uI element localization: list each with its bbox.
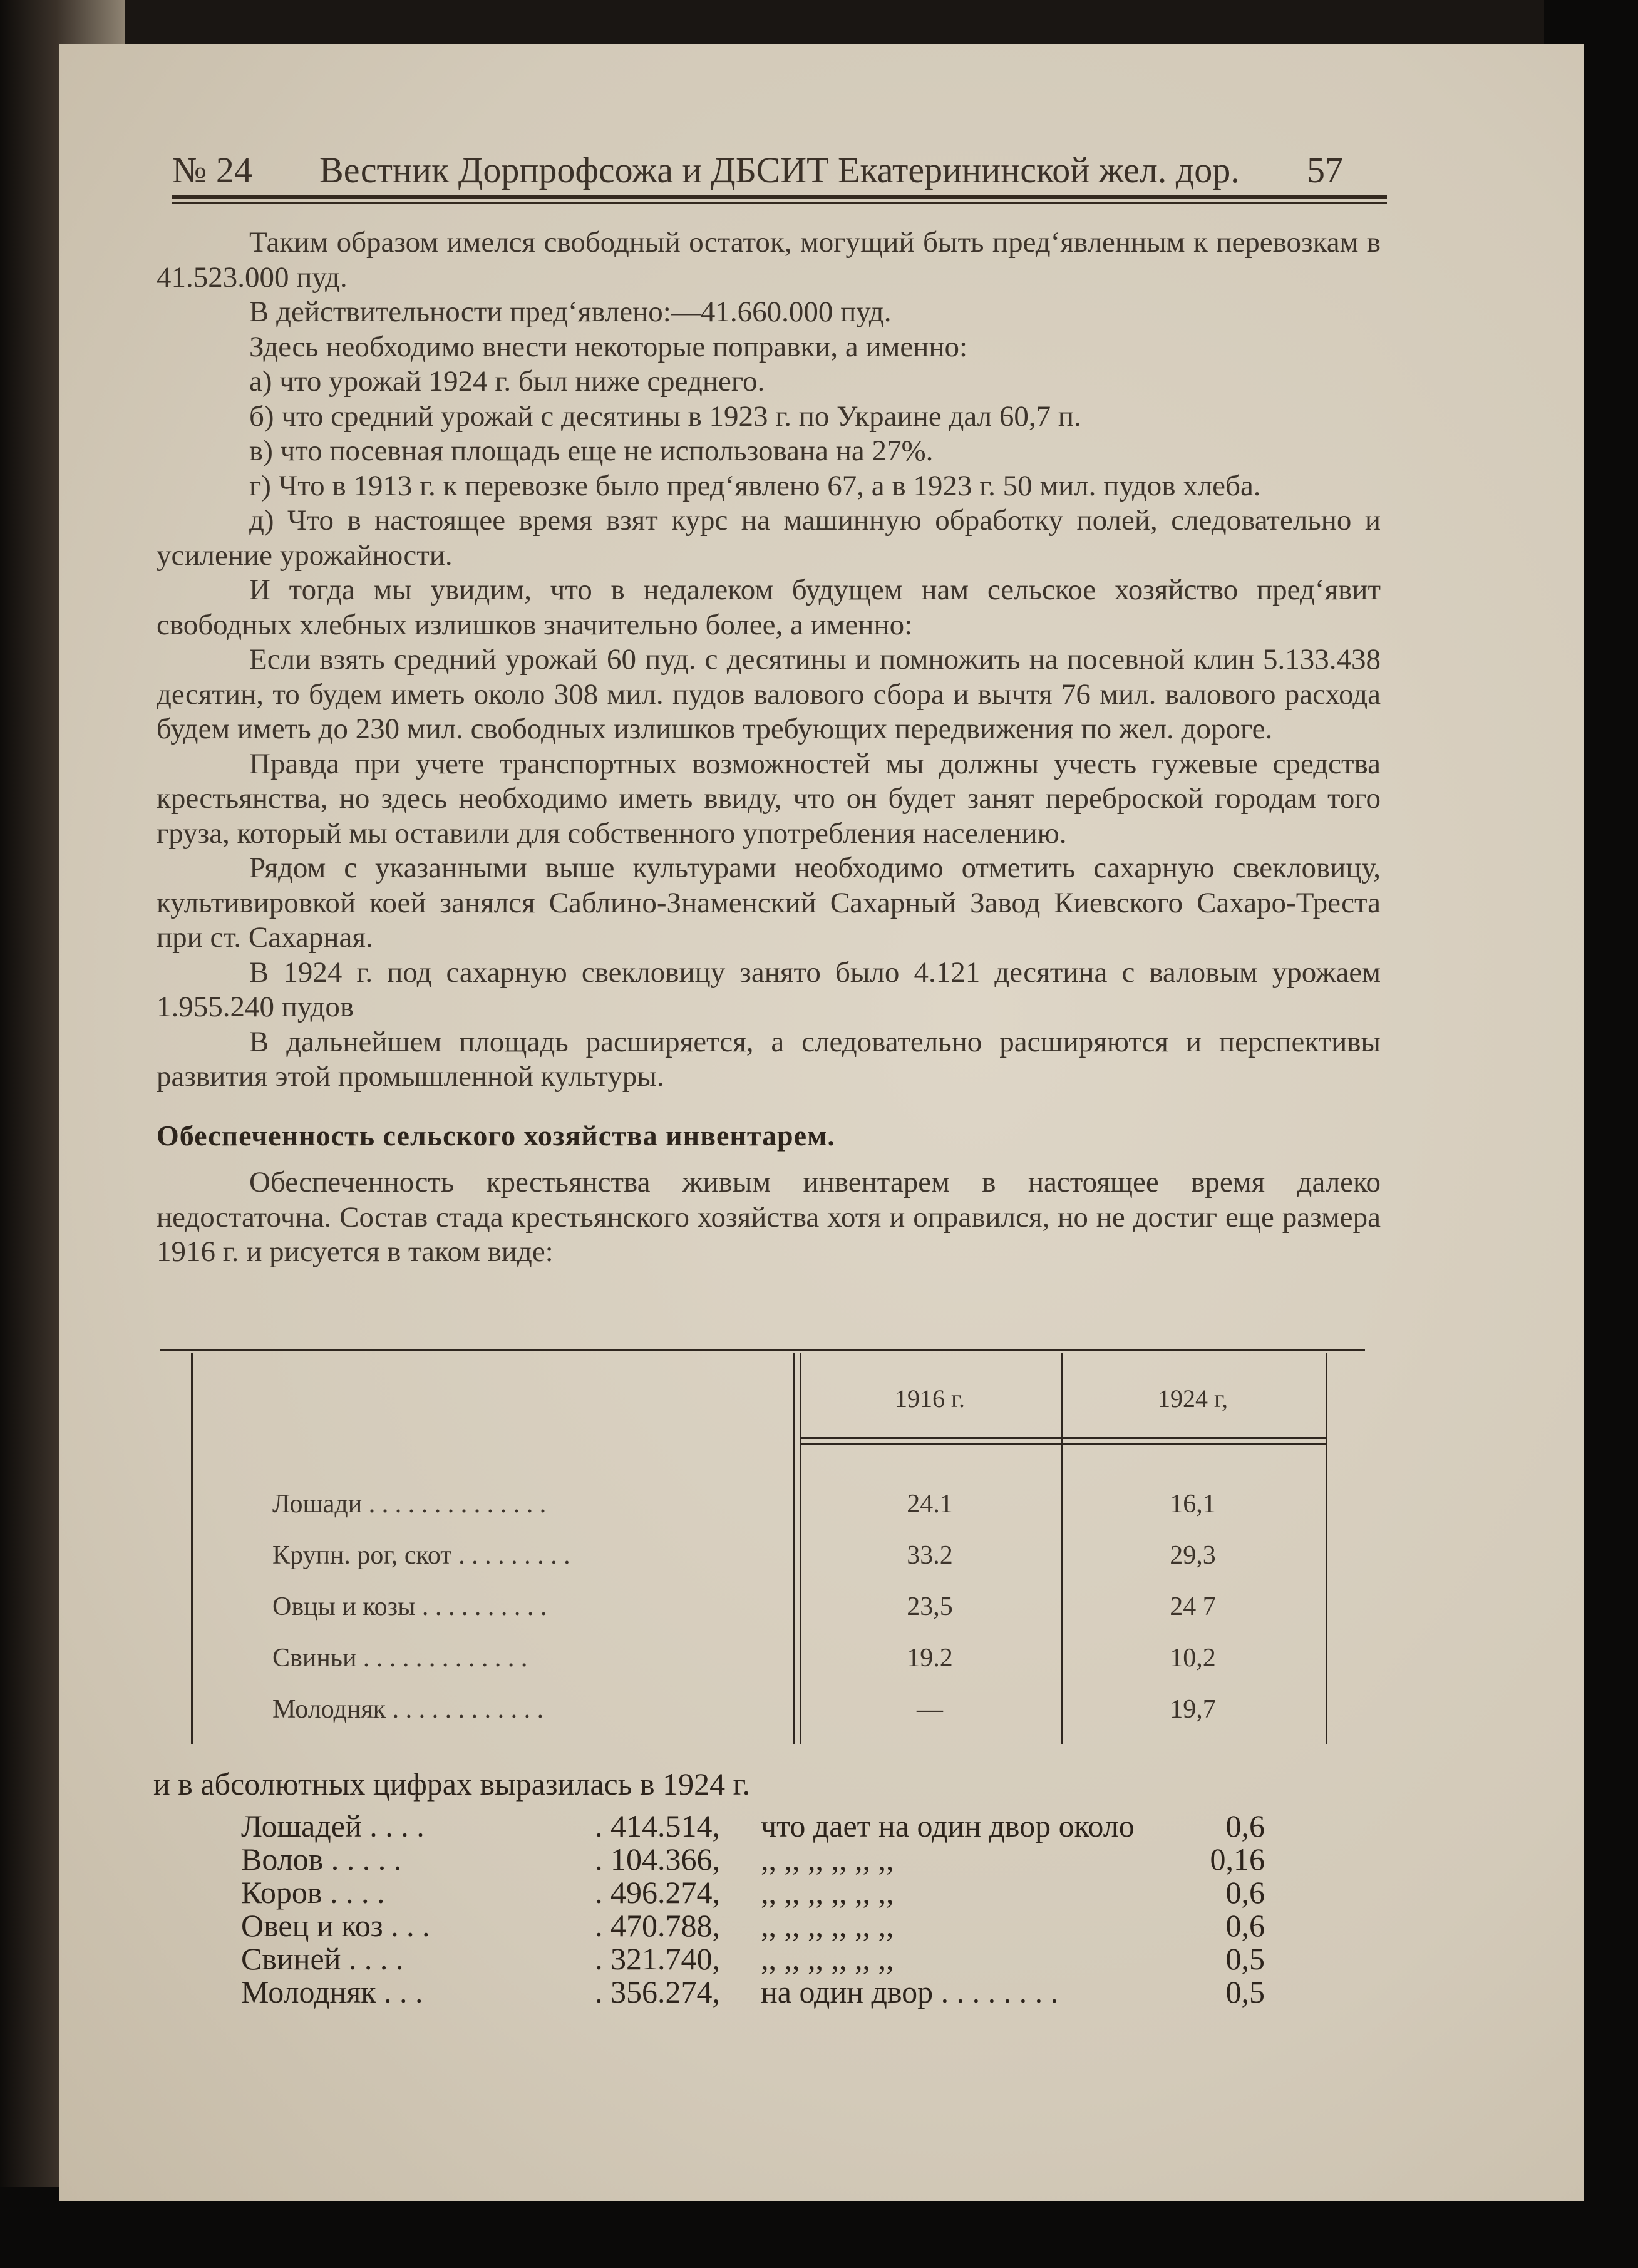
paragraph: д) Что в настоящее время взят курс на машинную обработку полей, следовательно и усиление урожайности.: [157, 504, 1381, 572]
table-left-border: [191, 1353, 193, 1744]
paragraph: В действительности пред‘явлено:—41.660.000 пуд.: [249, 296, 892, 328]
table-cell-1924: 29,3: [1170, 1541, 1216, 1570]
paragraph: В 1924 г. под сахарную свекловицу занято было 4.121 десятина с валовым урожаем 1.955.240 пудов: [157, 956, 1381, 1023]
col-header-1916: 1916 г.: [895, 1384, 965, 1413]
table-row-label: Крупн. рог, скот . . . . . . . . .: [272, 1541, 570, 1570]
livestock-label: Молодняк . . .: [241, 1974, 423, 2009]
paragraph: Таким образом имелся свободный остаток, могущий быть пред‘явленным к перевозкам в 41.523.000 пуд.: [157, 226, 1381, 294]
table-cell-1916: 19.2: [907, 1644, 953, 1673]
paragraph: в) что посевная площадь еще не использована на 27%.: [249, 435, 934, 467]
per-yard-value: 0,5: [1225, 1941, 1265, 1976]
livestock-label: Свиней . . . .: [241, 1941, 404, 1976]
list-item: [241, 1976, 1274, 2009]
ditto-marks: ,, ,, ,, ,, ,, ,,: [761, 1875, 894, 1910]
ditto-marks: ,, ,, ,, ,, ,, ,,: [761, 1842, 894, 1877]
paragraph: В дальнейшем площадь расширяется, а следовательно расширяются и перспективы развития этой промышленной культуры.: [157, 1025, 1381, 1093]
issue-number: № 24: [172, 150, 252, 190]
livestock-count: . 356.274,: [595, 1974, 720, 2009]
paragraph: б) что средний урожай с десятины в 1923 г. по Украине дал 60,7 п.: [249, 399, 1081, 433]
livestock-count: . 414.514,: [595, 1808, 720, 1843]
list-item: [241, 1843, 1274, 1876]
livestock-label: Овец и коз . . .: [241, 1908, 430, 1943]
livestock-count: . 496.274,: [595, 1875, 720, 1910]
paragraph: Если взять средний урожай 60 пуд. с десятины и помножить на посевной клин 5.133.438 десятин, то будем иметь около 308 мил. пудов валового сбора и вычтя 76 мил. валового расхода будем иметь до 230 мил. свободных излишков требующих передвижения по жел. дороге.: [157, 643, 1381, 745]
per-yard-value: 0,6: [1225, 1875, 1265, 1910]
table-top-rule: [160, 1349, 1365, 1351]
paragraph: И тогда мы увидим, что в недалеком будущем нам сельское хозяйство пред‘явит свободных хлебных излишков значительно более, а именно:: [157, 574, 1381, 641]
per-yard-value: 0,5: [1225, 1974, 1265, 2009]
table-cell-1916: —: [917, 1695, 943, 1724]
table-header-rule: [801, 1437, 1327, 1439]
table-right-border: [1326, 1353, 1327, 1744]
livestock-count: . 104.366,: [595, 1842, 720, 1877]
section-heading: Обеспеченность сельского хозяйства инвентарем.: [157, 1119, 835, 1152]
table-row-label: Овцы и козы . . . . . . . . . .: [272, 1592, 547, 1621]
running-header: [172, 149, 1343, 199]
paragraph: Обеспеченность крестьянства живым инвентарем в настоящее время далеко недостаточна. Состав стада крестьянского хозяйства хотя и оправился, но не достиг еще размера 1916 г. и рисуется в таком виде:: [157, 1166, 1381, 1268]
table-cell-1924: 24 7: [1170, 1592, 1216, 1621]
absolute-figures-list: [241, 1810, 1274, 2009]
per-yard-value: 0,6: [1225, 1808, 1265, 1843]
absolute-figures-title: и в абсолютных цифрах выразилась в 1924 г.: [153, 1766, 751, 1802]
livestock-count: . 321.740,: [595, 1941, 720, 1976]
journal-title: Вестник Дорпрофсожа и ДБСИТ Екатерининской жел. дор.: [319, 150, 1240, 190]
paragraph: Здесь необходимо внести некоторые поправки, а именно:: [249, 330, 968, 363]
list-item: [241, 1810, 1274, 1843]
paragraph: г) Что в 1913 г. к перевозке было пред‘явлено 67, а в 1923 г. 50 мил. пудов хлеба.: [249, 469, 1261, 502]
livestock-label: Волов . . . . .: [241, 1842, 402, 1877]
list-item: [241, 1909, 1274, 1942]
livestock-label: Коров . . . .: [241, 1875, 385, 1910]
per-yard-value: 0,6: [1225, 1908, 1265, 1943]
per-yard-text: что дает на один двор около: [761, 1808, 1135, 1843]
paragraph: Рядом с указанными выше культурами необходимо отметить сахарную свекловицу, культивировкой коей занялся Саблино-Знаменский Сахарный Завод Киевского Сахаро-Треста при ст. Сахарная.: [157, 852, 1381, 954]
paragraph: а) что урожай 1924 г. был ниже среднего.: [249, 365, 765, 398]
table-header-rule: [801, 1443, 1327, 1445]
list-item: [241, 1876, 1274, 1909]
table-cell-1916: 24.1: [907, 1490, 953, 1518]
table-cell-1916: 23,5: [907, 1592, 953, 1621]
livestock-label: Лошадей . . . .: [241, 1808, 425, 1843]
body-text: [157, 225, 1381, 1270]
livestock-table: [191, 1353, 1331, 1747]
col-header-1924: 1924 г,: [1158, 1384, 1228, 1413]
header-rule-thick: [172, 195, 1387, 199]
table-cell-1924: 19,7: [1170, 1695, 1216, 1724]
ditto-marks: ,, ,, ,, ,, ,, ,,: [761, 1908, 894, 1943]
livestock-count: . 470.788,: [595, 1908, 720, 1943]
table-cell-1924: 16,1: [1170, 1490, 1216, 1518]
ditto-marks: ,, ,, ,, ,, ,, ,,: [761, 1941, 894, 1976]
table-cell-1916: 33.2: [907, 1541, 953, 1570]
list-item: [241, 1942, 1274, 1976]
table-row-label: Свиньи . . . . . . . . . . . . .: [272, 1644, 528, 1673]
table-cell-1924: 10,2: [1170, 1644, 1216, 1673]
per-yard-text: на один двор . . . . . . . .: [761, 1974, 1059, 2009]
table-row-label: Молодняк . . . . . . . . . . . .: [272, 1695, 544, 1724]
header-rule-thin: [172, 202, 1387, 204]
per-yard-value: 0,16: [1210, 1842, 1265, 1877]
page-number: 57: [1307, 150, 1343, 190]
table-row-label: Лошади . . . . . . . . . . . . . .: [272, 1490, 547, 1518]
paragraph: Правда при учете транспортных возможностей мы должны учесть гужевые средства крестьянства, но здесь необходимо иметь ввиду, что он будет занят переброской городам того груза, который мы оставили для собственного употребления населению.: [157, 747, 1381, 850]
